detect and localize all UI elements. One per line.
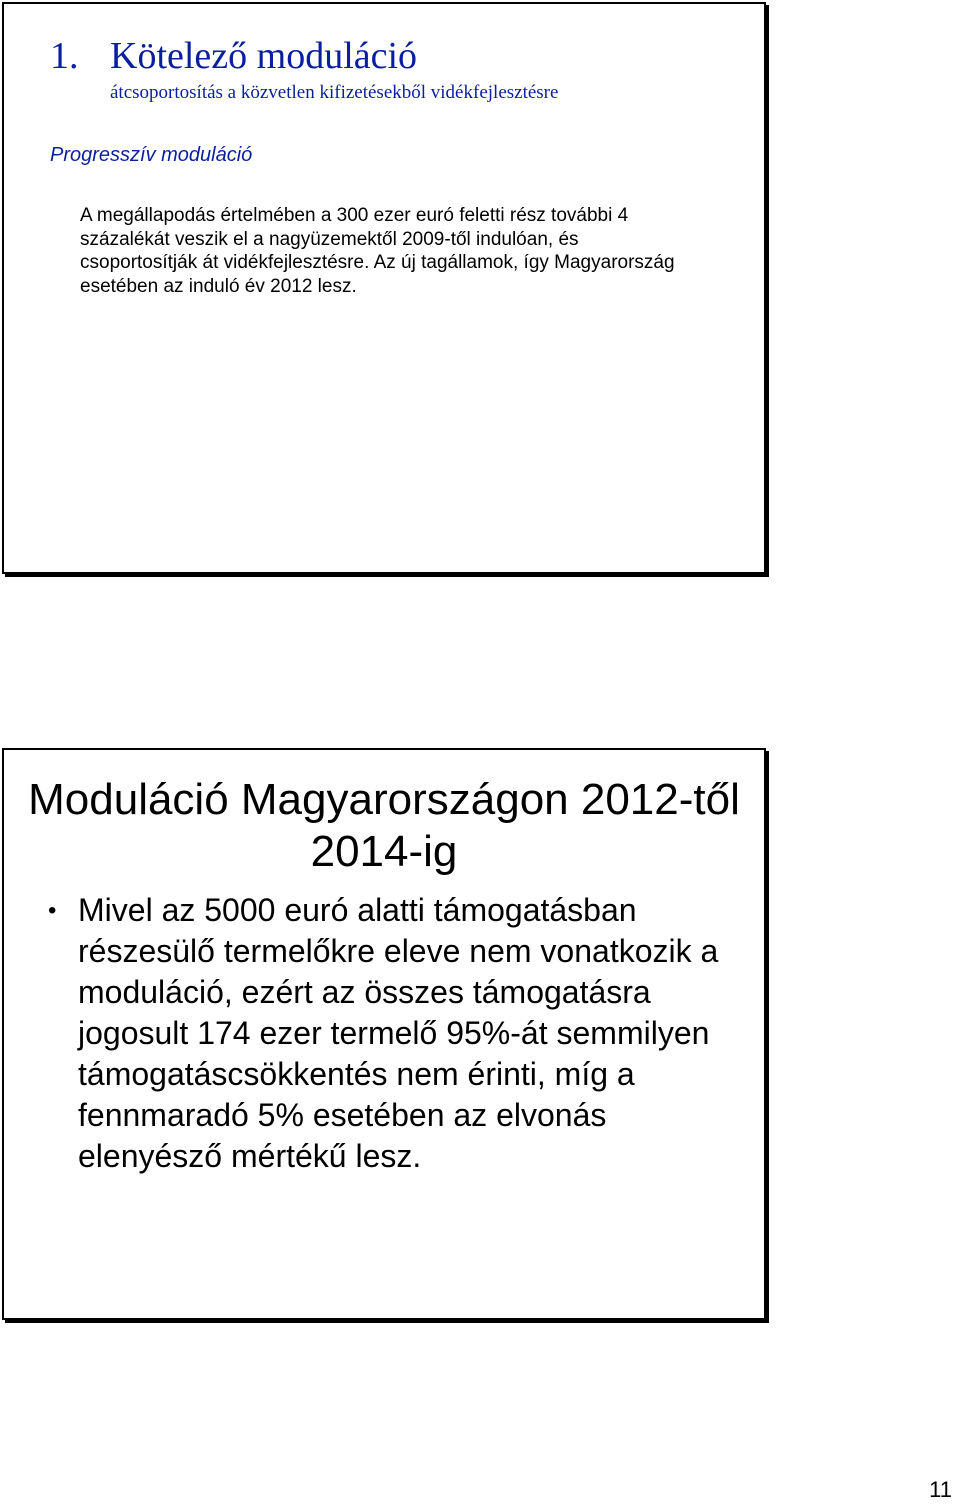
slide-1-body: A megállapodás értelmében a 300 ezer euró feletti rész további 4 százalékát veszik el a nagyüzemektől 2009-től indulóan, és csoportosítják át vidékfejlesztésre. Az új tagállamok, így Magyarország esetében az induló év 2012 lesz. bbox=[80, 205, 675, 297]
slide-1-subtitle: átcsoportosítás a közvetlen kifizetésekből vidékfejlesztésre bbox=[110, 82, 559, 103]
slide-2-bullet-list bbox=[48, 890, 738, 1177]
slide-1-number: 1. bbox=[50, 35, 79, 77]
bullet-icon: • bbox=[48, 897, 57, 924]
slide-2-body: Mivel az 5000 euró alatti támogatásban részesülő termelőkre eleve nem vonatkozik a moduláció, ezért az összes támogatásra jogosult 174 ezer termelő 95%-át semmilyen támogatáscsökkentés nem érinti, míg a fennmaradó 5% esetében az elvonás elenyésző mértékű lesz. bbox=[78, 892, 719, 1174]
page-number: 11 bbox=[929, 1477, 952, 1502]
list-item bbox=[48, 890, 738, 1177]
slide-2 bbox=[2, 748, 766, 1320]
slide-1 bbox=[2, 2, 766, 574]
slide-1-title: Kötelező moduláció bbox=[110, 35, 418, 77]
slide-1-heading: Progresszív moduláció bbox=[50, 144, 253, 166]
slide-2-title: Moduláció Magyarországon 2012-től 2014-ig bbox=[28, 775, 740, 876]
